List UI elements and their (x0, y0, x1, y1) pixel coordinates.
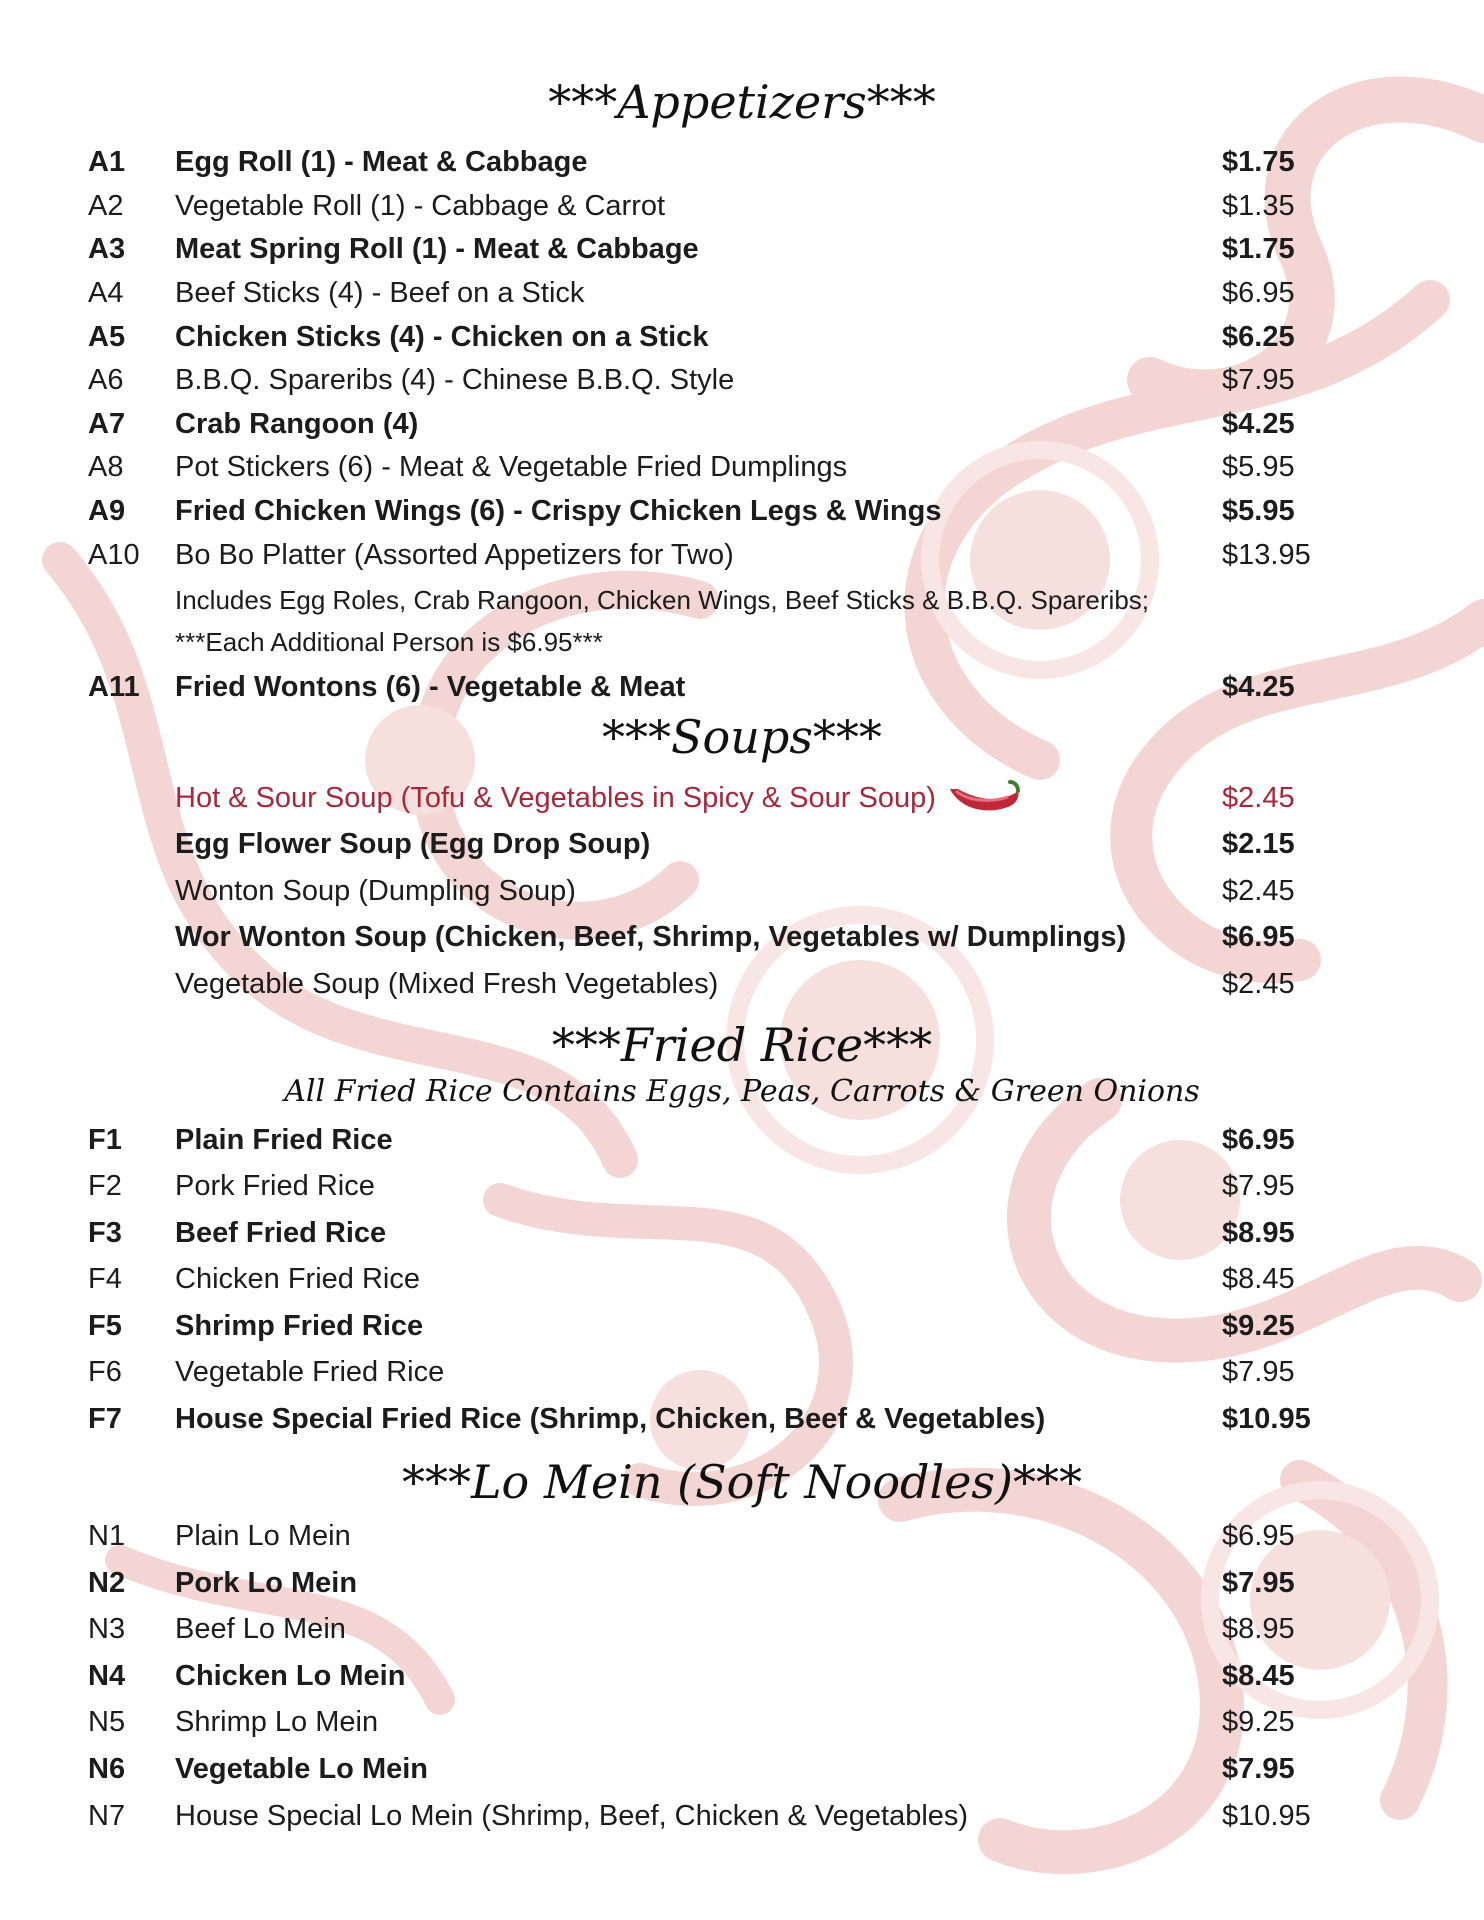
item-price: $6.25 (1222, 321, 1295, 353)
lo-mein-heading: ***Lo Mein (Soft Noodles)*** (401, 1455, 1082, 1509)
item-code: N4 (88, 1660, 126, 1692)
item-name: Bo Bo Platter (Assorted Appetizers for Two) (175, 539, 734, 571)
menu-item-a9 (0, 488, 1484, 534)
item-price: $7.95 (1222, 1356, 1295, 1388)
item-price: $5.95 (1222, 495, 1295, 527)
item-code: F3 (88, 1217, 122, 1249)
platter-note-line: ***Each Additional Person is $6.95*** (175, 627, 603, 657)
item-price: $8.45 (1222, 1660, 1295, 1692)
appetizers-heading: ***Appetizers*** (548, 75, 936, 129)
item-name: Plain Fried Rice (175, 1124, 393, 1156)
item-price: $6.95 (1222, 1520, 1295, 1552)
item-name: Shrimp Fried Rice (175, 1310, 424, 1342)
menu-item-egg-flower-soup (0, 821, 1484, 867)
item-code: F4 (88, 1263, 122, 1295)
item-price: $10.95 (1222, 1800, 1311, 1832)
item-name: Wor Wonton Soup (Chicken, Beef, Shrimp, Vegetables w/ Dumplings) (175, 921, 1127, 953)
item-name: Pork Lo Mein (175, 1567, 358, 1599)
item-price: $2.45 (1222, 782, 1295, 814)
menu-item-vegetable-soup (0, 961, 1484, 1007)
item-price: $5.95 (1222, 451, 1295, 483)
item-code: A2 (88, 190, 124, 222)
item-name: Chicken Sticks (4) - Chicken on a Stick (175, 321, 709, 353)
item-price: $1.75 (1222, 233, 1295, 265)
item-name: Chicken Lo Mein (175, 1660, 406, 1692)
item-name: House Special Lo Mein (Shrimp, Beef, Chicken & Vegetables) (175, 1800, 969, 1832)
menu-item-n2 (0, 1560, 1484, 1606)
item-name: Beef Sticks (4) - Beef on a Stick (175, 277, 585, 309)
fried-rice-note: All Fried Rice Contains Eggs, Peas, Carrots & Green Onions (284, 1074, 1200, 1109)
item-code: F5 (88, 1310, 122, 1342)
item-code: A3 (88, 233, 126, 265)
item-price: $1.75 (1222, 146, 1295, 178)
menu-item-a7 (0, 401, 1484, 447)
menu-item-n3 (0, 1606, 1484, 1652)
item-price: $8.95 (1222, 1613, 1295, 1645)
item-name: Vegetable Soup (Mixed Fresh Vegetables) (175, 968, 719, 1000)
item-name: Vegetable Fried Rice (175, 1356, 445, 1388)
item-name: Crab Rangoon (4) (175, 408, 419, 440)
item-code: A4 (88, 277, 124, 309)
item-price: $8.95 (1222, 1217, 1295, 1249)
item-name: Egg Roll (1) - Meat & Cabbage (175, 146, 588, 178)
item-code: F2 (88, 1170, 122, 1202)
menu-item-f7 (0, 1396, 1484, 1442)
item-price: $4.25 (1222, 408, 1295, 440)
item-code: A1 (88, 146, 126, 178)
item-price: $10.95 (1222, 1403, 1311, 1435)
menu-item-f1 (0, 1117, 1484, 1163)
fried-rice-heading: ***Fried Rice*** (551, 1018, 933, 1072)
item-name: Egg Flower Soup (Egg Drop Soup) (175, 828, 651, 860)
item-price: $2.45 (1222, 968, 1295, 1000)
menu-item-f5 (0, 1303, 1484, 1349)
item-name: Meat Spring Roll (1) - Meat & Cabbage (175, 233, 699, 265)
menu-item-a2 (0, 183, 1484, 229)
item-price: $7.95 (1222, 1170, 1295, 1202)
item-price: $9.25 (1222, 1706, 1295, 1738)
item-price: $6.95 (1222, 1124, 1295, 1156)
menu-item-f4 (0, 1256, 1484, 1302)
item-name: Plain Lo Mein (175, 1520, 351, 1552)
menu-item-f3 (0, 1210, 1484, 1256)
item-name: Hot & Sour Soup (Tofu & Vegetables in Spicy & Sour Soup) (175, 782, 936, 814)
menu-item-n5 (0, 1699, 1484, 1745)
menu-item-a8 (0, 444, 1484, 490)
item-code: A6 (88, 364, 124, 396)
chili-pepper-icon (946, 779, 1022, 819)
item-price: $2.45 (1222, 875, 1295, 907)
soups-heading: ***Soups*** (602, 710, 882, 764)
item-name: Chicken Fried Rice (175, 1263, 420, 1295)
item-price: $2.15 (1222, 828, 1295, 860)
menu-item-wor-wonton-soup (0, 914, 1484, 960)
item-name: Beef Fried Rice (175, 1217, 387, 1249)
item-price: $7.95 (1222, 1567, 1295, 1599)
platter-note-line: Includes Egg Roles, Crab Rangoon, Chicken Wings, Beef Sticks & B.B.Q. Spareribs; (175, 585, 1150, 615)
item-code: N6 (88, 1753, 126, 1785)
item-price: $6.95 (1222, 921, 1295, 953)
item-code: F1 (88, 1124, 122, 1156)
menu-item-a4 (0, 270, 1484, 316)
menu-item-a3 (0, 226, 1484, 272)
menu-item-n7 (0, 1793, 1484, 1839)
item-code: F7 (88, 1403, 122, 1435)
menu-item-a5 (0, 314, 1484, 360)
item-name: Wonton Soup (Dumpling Soup) (175, 875, 576, 907)
item-name: Vegetable Lo Mein (175, 1753, 428, 1785)
item-name: Pot Stickers (6) - Meat & Vegetable Fried Dumplings (175, 451, 848, 483)
menu-item-a1 (0, 139, 1484, 185)
item-code: N2 (88, 1567, 126, 1599)
menu-item-a6 (0, 357, 1484, 403)
item-name: Fried Chicken Wings (6) - Crispy Chicken Legs & Wings (175, 495, 942, 527)
item-code: A8 (88, 451, 124, 483)
item-code: N1 (88, 1520, 126, 1552)
menu-item-n4 (0, 1653, 1484, 1699)
menu-item-f6 (0, 1349, 1484, 1395)
item-code: N3 (88, 1613, 126, 1645)
item-code: A7 (88, 408, 126, 440)
menu-item-n6 (0, 1746, 1484, 1792)
item-code: A9 (88, 495, 126, 527)
item-price: $4.25 (1222, 671, 1295, 703)
item-price: $8.45 (1222, 1263, 1295, 1295)
item-code: A5 (88, 321, 126, 353)
item-price: $13.95 (1222, 539, 1311, 571)
item-price: $1.35 (1222, 190, 1295, 222)
item-name: Shrimp Lo Mein (175, 1706, 379, 1738)
item-code: A10 (88, 539, 140, 571)
item-code: N7 (88, 1800, 126, 1832)
menu-item-a11 (0, 664, 1484, 710)
menu-item-a10 (0, 532, 1484, 578)
item-code: F6 (88, 1356, 122, 1388)
menu-item-n1 (0, 1513, 1484, 1559)
menu-item-hot-sour-soup (0, 775, 1484, 821)
item-name: Pork Fried Rice (175, 1170, 375, 1202)
item-price: $9.25 (1222, 1310, 1295, 1342)
item-name: Beef Lo Mein (175, 1613, 346, 1645)
item-name: B.B.Q. Spareribs (4) - Chinese B.B.Q. Style (175, 364, 735, 396)
item-name: Vegetable Roll (1) - Cabbage & Carrot (175, 190, 666, 222)
item-code: N5 (88, 1706, 126, 1738)
menu-item-wonton-soup (0, 868, 1484, 914)
item-price: $7.95 (1222, 1753, 1295, 1785)
item-code: A11 (88, 671, 140, 703)
item-name: Fried Wontons (6) - Vegetable & Meat (175, 671, 686, 703)
item-price: $6.95 (1222, 277, 1295, 309)
menu-item-f2 (0, 1163, 1484, 1209)
item-name: House Special Fried Rice (Shrimp, Chicken, Beef & Vegetables) (175, 1403, 1046, 1435)
item-price: $7.95 (1222, 364, 1295, 396)
